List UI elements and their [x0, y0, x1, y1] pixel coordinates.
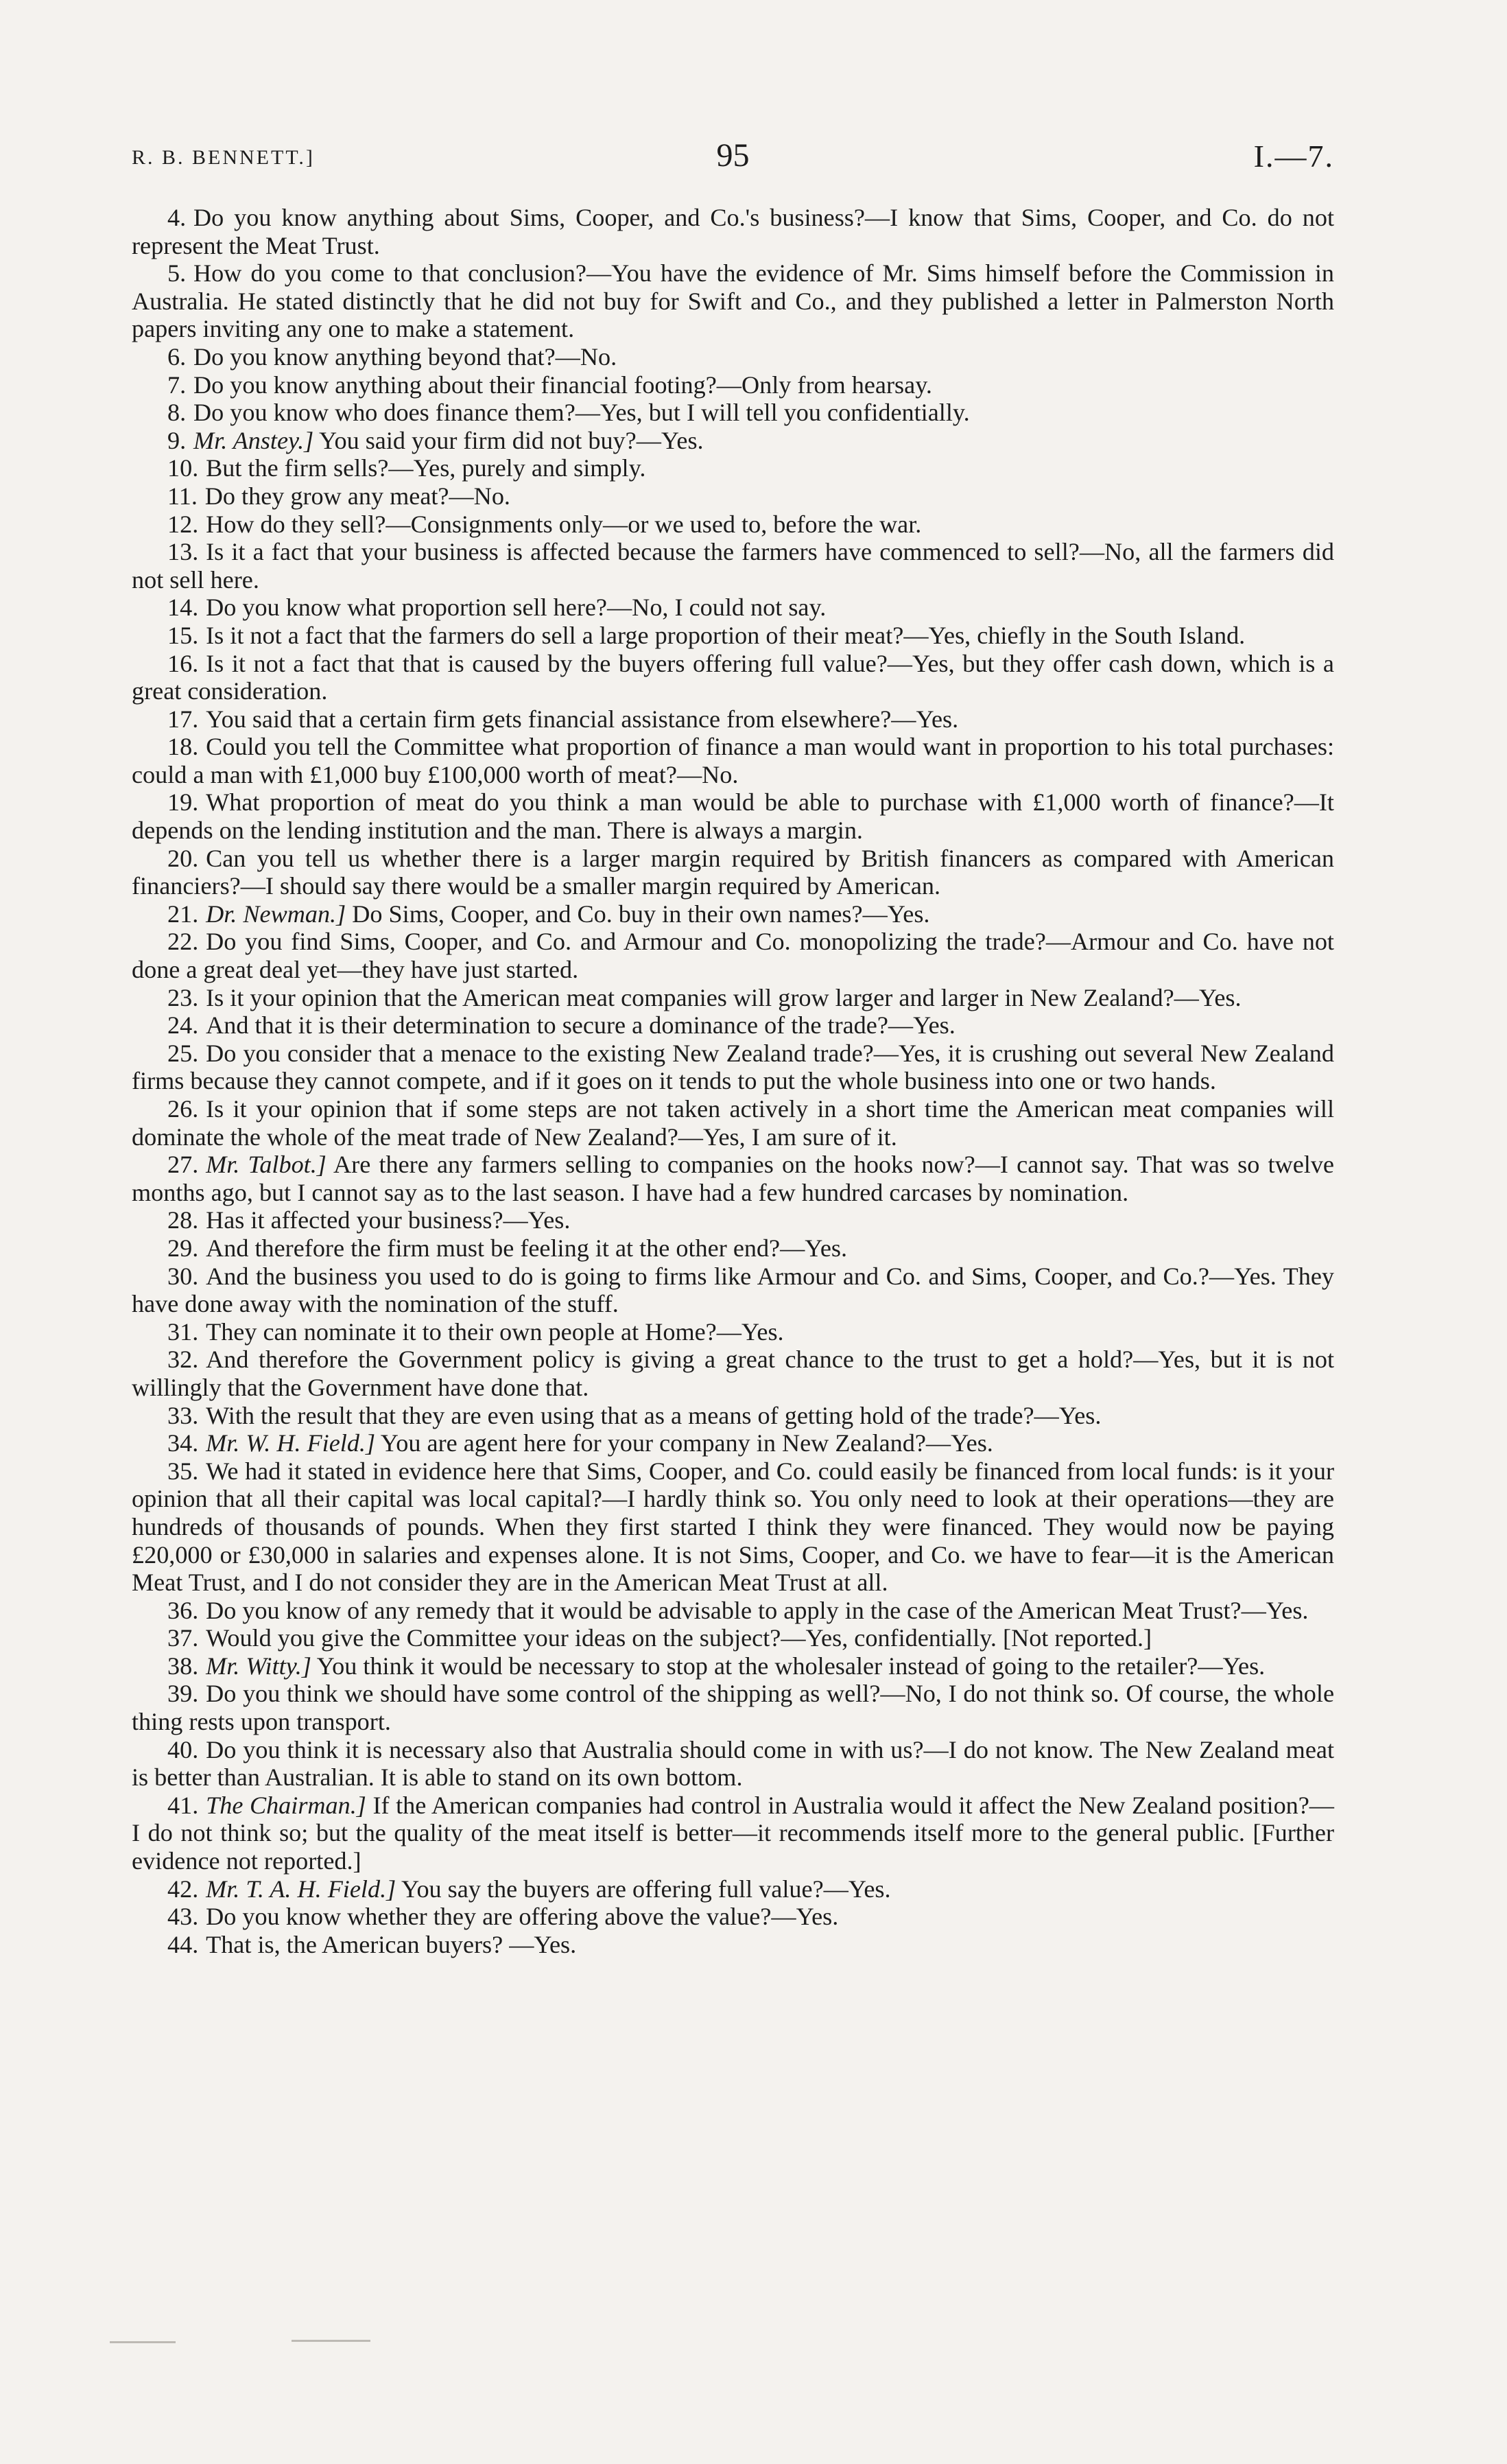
- question-number: 27.: [167, 1151, 199, 1179]
- question-34: [132, 1429, 1334, 1457]
- question-number: 5.: [167, 259, 187, 288]
- question-18: [132, 733, 1334, 788]
- question-26: [132, 1095, 1334, 1151]
- question-32: [132, 1346, 1334, 1401]
- question-28: [132, 1206, 1334, 1234]
- question-answer-text: Do they grow any meat?—No.: [204, 482, 510, 510]
- question-44: [132, 1931, 1334, 1959]
- question-answer-text: Do you think we should have some control of the shipping as well?—No, I do not think so. Of course, the whole thing rests upon transport.: [132, 1680, 1334, 1736]
- speaker-name: Mr. T. A. H. Field.]: [206, 1875, 396, 1903]
- question-number: 9.: [167, 426, 187, 454]
- question-number: 38.: [167, 1652, 199, 1680]
- question-answer-text: Do you know what proportion sell here?—No, I could not say.: [206, 594, 827, 622]
- speaker-name: The Chairman.]: [206, 1791, 366, 1819]
- document-reference: I.—7.: [1253, 139, 1334, 174]
- question-answer-text: Do you know who does finance them?—Yes, but I will tell you confidentially.: [193, 399, 970, 427]
- question-number: 8.: [167, 399, 187, 427]
- question-4: [132, 204, 1334, 259]
- question-31: [132, 1318, 1334, 1346]
- question-16: [132, 650, 1334, 705]
- question-answer-text: Do you know of any remedy that it would be advisable to apply in the case of the American Meat Trust?—Yes.: [206, 1596, 1309, 1624]
- question-11: [132, 482, 1334, 511]
- question-15: [132, 622, 1334, 650]
- question-answer-text: You are agent here for your company in New Zealand?—Yes.: [380, 1429, 993, 1457]
- question-answer-text: Has it affected your business?—Yes.: [206, 1206, 571, 1234]
- question-17: [132, 705, 1334, 734]
- speaker-name: Mr. Anstey.]: [193, 426, 314, 454]
- question-number: 17.: [167, 705, 199, 733]
- question-9: [132, 427, 1334, 455]
- question-number: 34.: [167, 1429, 199, 1457]
- question-25: [132, 1040, 1334, 1095]
- question-20: [132, 845, 1334, 900]
- question-answer-text: Would you give the Committee your ideas on the subject?—Yes, confidentially. [Not reported.]: [206, 1624, 1152, 1652]
- witness-name: R. B. BENNETT.]: [132, 146, 315, 169]
- question-number: 15.: [167, 621, 199, 649]
- question-answer-text: Do you know anything about their financial footing?—Only from hearsay.: [193, 371, 932, 399]
- question-answer-text: Do you find Sims, Cooper, and Co. and Armour and Co. monopolizing the trade?—Armour and Co. have not done a great deal yet—they have just started.: [132, 928, 1334, 984]
- question-answer-text: But the firm sells?—Yes, purely and simply.: [206, 454, 646, 482]
- question-13: [132, 538, 1334, 594]
- question-number: 4.: [167, 204, 187, 231]
- question-answer-text: You said your firm did not buy?—Yes.: [318, 426, 704, 454]
- question-12: [132, 511, 1334, 539]
- minutes-of-evidence: [132, 204, 1334, 1958]
- question-answer-text: Do you think it is necessary also that Australia should come in with us?—I do not know. The New Zealand meat is better than Australian. It is able to stand on its own bottom.: [132, 1735, 1334, 1792]
- question-number: 16.: [167, 649, 199, 677]
- question-number: 21.: [167, 900, 199, 928]
- question-number: 37.: [167, 1624, 199, 1652]
- question-answer-text: And that it is their determination to secure a dominance of the trade?—Yes.: [206, 1011, 956, 1040]
- question-5: [132, 259, 1334, 343]
- question-41: [132, 1792, 1334, 1875]
- question-10: [132, 454, 1334, 482]
- question-14: [132, 594, 1334, 622]
- question-33: [132, 1402, 1334, 1430]
- question-22: [132, 928, 1334, 983]
- question-answer-text: With the result that they are even using that as a means of getting hold of the trade?—Yes.: [206, 1401, 1102, 1429]
- question-38: [132, 1652, 1334, 1680]
- question-number: 10.: [167, 454, 199, 482]
- question-43: [132, 1903, 1334, 1931]
- question-number: 39.: [167, 1680, 199, 1708]
- question-21: [132, 900, 1334, 928]
- question-number: 25.: [167, 1039, 199, 1067]
- speaker-name: Mr. Talbot.]: [206, 1151, 327, 1179]
- question-number: 26.: [167, 1095, 199, 1123]
- question-number: 36.: [167, 1596, 199, 1624]
- page-number: 95: [716, 137, 750, 174]
- question-number: 11.: [167, 482, 198, 510]
- question-number: 30.: [167, 1262, 199, 1290]
- question-number: 32.: [167, 1346, 199, 1374]
- question-number: 35.: [167, 1457, 199, 1485]
- question-36: [132, 1597, 1334, 1625]
- question-37: [132, 1624, 1334, 1652]
- scan-mark: [110, 2341, 176, 2343]
- question-answer-text: Do you know whether they are offering above the value?—Yes.: [206, 1903, 839, 1931]
- question-42: [132, 1875, 1334, 1903]
- question-answer-text: You think it would be necessary to stop at the wholesaler instead of going to the retailer?—Yes.: [316, 1652, 1266, 1680]
- question-35: [132, 1457, 1334, 1597]
- question-24: [132, 1011, 1334, 1040]
- question-number: 29.: [167, 1234, 199, 1262]
- question-number: 20.: [167, 844, 199, 872]
- speaker-name: Mr. Witty.]: [206, 1652, 311, 1680]
- question-answer-text: You say the buyers are offering full value?—Yes.: [401, 1875, 891, 1903]
- question-number: 44.: [167, 1930, 199, 1958]
- question-number: 43.: [167, 1903, 199, 1931]
- question-27: [132, 1151, 1334, 1206]
- question-answer-text: They can nominate it to their own people at Home?—Yes.: [206, 1317, 784, 1346]
- question-answer-text: And the business you used to do is going to firms like Armour and Co. and Sims, Cooper, and Co.?—Yes. They have done away with the nomination of the stuff.: [132, 1262, 1334, 1318]
- question-answer-text: And therefore the Government policy is giving a great chance to the trust to get a hold?—Yes, but it is not willingly that the Government have done that.: [132, 1346, 1334, 1401]
- question-number: 28.: [167, 1206, 199, 1234]
- document-page: [132, 137, 1334, 1958]
- question-39: [132, 1680, 1334, 1735]
- question-number: 41.: [167, 1791, 199, 1819]
- speaker-name: Mr. W. H. Field.]: [206, 1429, 376, 1457]
- question-answer-text: Is it your opinion that if some steps are not taken actively in a short time the American meat companies will dominate the whole of the meat trade of New Zealand?—Yes, I am sure of it.: [132, 1095, 1334, 1151]
- question-answer-text: What proportion of meat do you think a man would be able to purchase with £1,000 worth of finance?—It depends on the lending institution and the man. There is always a margin.: [132, 788, 1334, 845]
- question-answer-text: Is it a fact that your business is affected because the farmers have commenced to sell?—No, all the farmers did not sell here.: [132, 538, 1334, 594]
- question-number: 19.: [167, 788, 199, 817]
- page-header: [132, 137, 1334, 189]
- question-answer-text: If the American companies had control in Australia would it affect the New Zealand position?—I do not think so; but the quality of the meat itself is better—it recommends itself more to the general public. [Further evidence not reported.]: [132, 1791, 1334, 1875]
- question-number: 24.: [167, 1011, 199, 1040]
- question-answer-text: You said that a certain firm gets financial assistance from elsewhere?—Yes.: [206, 705, 959, 733]
- question-answer-text: How do you come to that conclusion?—You have the evidence of Mr. Sims himself before the Commission in Australia. He stated distinctly that he did not buy for Swift and Co., and they published a letter in Palmerston North papers inviting any one to make a statement.: [132, 259, 1334, 343]
- question-number: 33.: [167, 1401, 199, 1429]
- scan-mark: [292, 2340, 370, 2342]
- question-23: [132, 984, 1334, 1012]
- question-7: [132, 371, 1334, 399]
- question-number: 22.: [167, 928, 199, 956]
- question-19: [132, 788, 1334, 844]
- question-number: 18.: [167, 733, 199, 761]
- question-answer-text: How do they sell?—Consignments only—or we used to, before the war.: [206, 510, 922, 538]
- question-answer-text: And therefore the firm must be feeling it at the other end?—Yes.: [206, 1234, 848, 1262]
- question-number: 12.: [167, 510, 199, 538]
- question-number: 42.: [167, 1875, 199, 1903]
- question-answer-text: We had it stated in evidence here that Sims, Cooper, and Co. could easily be financed from local funds: is it your opinion that all their capital was local capital?—I hardly think so. You only need to look at their operations—they are hundreds of thousands of pounds. When they first started I think they were financed. They would now be paying £20,000 or £30,000 in salaries and expenses alone. It is not Sims, Cooper, and Co. we have to fear—it is the American Meat Trust, and I do not consider they are in the American Meat Trust at all.: [132, 1457, 1334, 1597]
- question-number: 14.: [167, 594, 199, 622]
- question-number: 31.: [167, 1317, 199, 1346]
- question-number: 7.: [167, 371, 187, 399]
- question-answer-text: Do Sims, Cooper, and Co. buy in their own names?—Yes.: [352, 900, 930, 928]
- question-answer-text: That is, the American buyers? —Yes.: [206, 1930, 577, 1958]
- question-answer-text: Is it not a fact that that is caused by the buyers offering full value?—Yes, but they offer cash down, which is a great consideration.: [132, 649, 1334, 705]
- question-answer-text: Is it your opinion that the American meat companies will grow larger and larger in New Zealand?—Yes.: [206, 983, 1242, 1011]
- question-answer-text: Do you know anything beyond that?—No.: [193, 342, 617, 371]
- question-answer-text: Is it not a fact that the farmers do sell a large proportion of their meat?—Yes, chiefly in the South Island.: [206, 621, 1246, 649]
- question-number: 40.: [167, 1735, 199, 1763]
- question-answer-text: Are there any farmers selling to companies on the hooks now?—I cannot say. That was so twelve months ago, but I cannot say as to the last season. I have had a few hundred carcases by nomination.: [132, 1151, 1334, 1206]
- question-answer-text: Do you consider that a menace to the existing New Zealand trade?—Yes, it is crushing out several New Zealand firms because they cannot compete, and if it goes on it tends to put the whole business into one or two hands.: [132, 1039, 1334, 1095]
- question-29: [132, 1234, 1334, 1263]
- question-answer-text: Can you tell us whether there is a larger margin required by British financers as compared with American financiers?—I should say there would be a smaller margin required by American.: [132, 844, 1334, 900]
- question-6: [132, 343, 1334, 371]
- question-number: 13.: [167, 538, 199, 566]
- question-8: [132, 399, 1334, 427]
- speaker-name: Dr. Newman.]: [206, 900, 346, 928]
- question-40: [132, 1736, 1334, 1792]
- question-number: 6.: [167, 342, 187, 371]
- question-number: 23.: [167, 983, 199, 1011]
- question-30: [132, 1263, 1334, 1318]
- question-answer-text: Do you know anything about Sims, Cooper, and Co.'s business?—I know that Sims, Cooper, and Co. do not represent the Meat Trust.: [132, 204, 1334, 259]
- question-answer-text: Could you tell the Committee what proportion of finance a man would want in proportion to his total purchases: could a man with £1,000 buy £100,000 worth of meat?—No.: [132, 733, 1334, 788]
